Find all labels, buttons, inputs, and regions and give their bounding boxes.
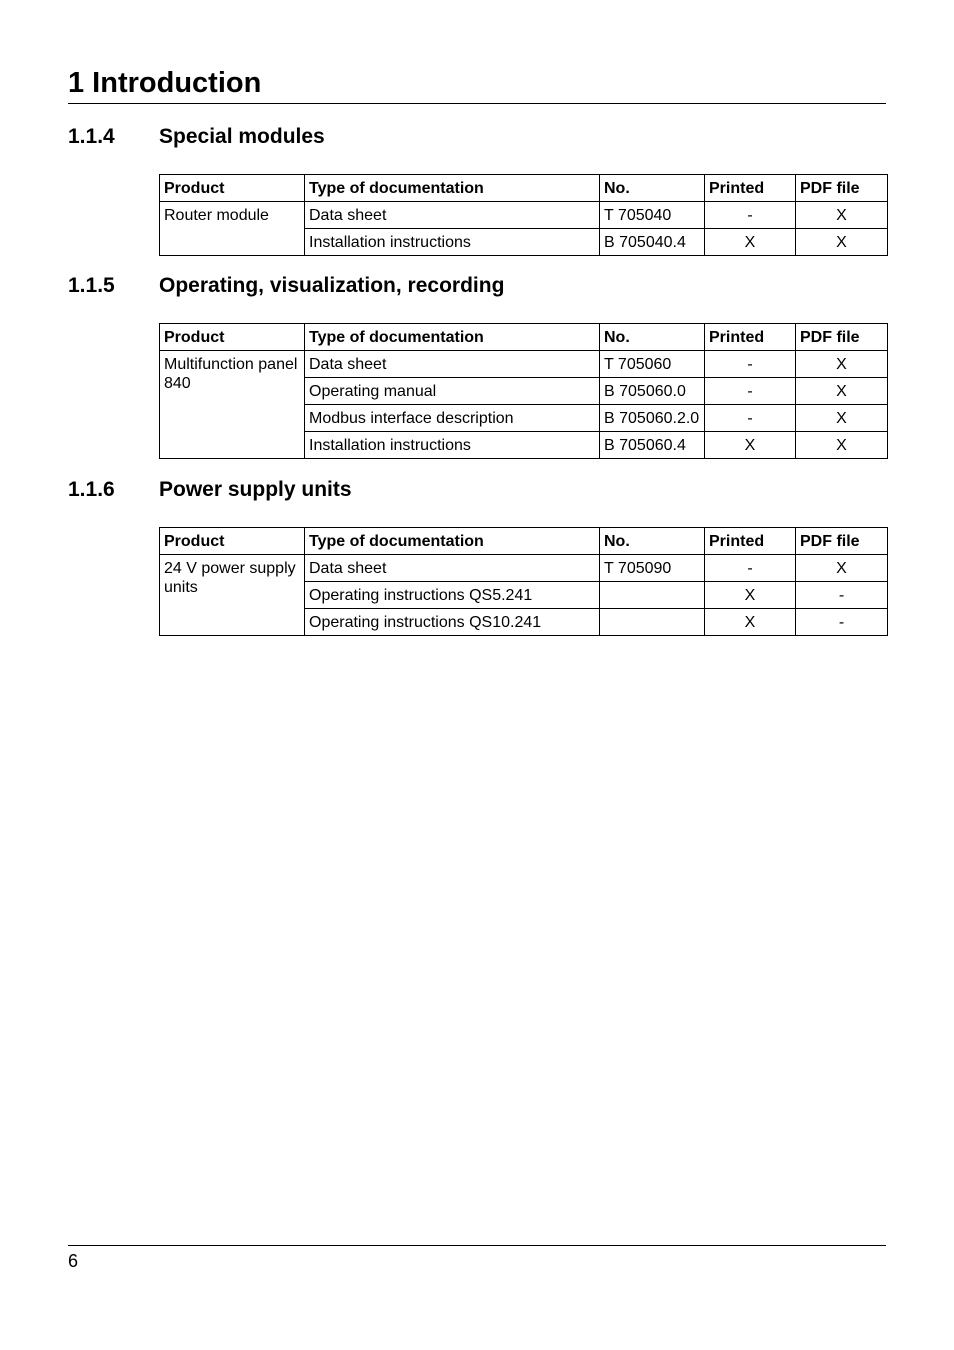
type-cell: Operating instructions QS5.241 bbox=[305, 582, 600, 609]
product-cell: Multifunction panel 840 bbox=[160, 351, 305, 459]
no-cell: B 705060.0 bbox=[600, 378, 705, 405]
table-header-row bbox=[160, 324, 888, 351]
type-cell: Operating manual bbox=[305, 378, 600, 405]
header-type: Type of documentation bbox=[305, 528, 600, 555]
header-printed: Printed bbox=[705, 175, 796, 202]
section-title: Special modules bbox=[159, 125, 325, 148]
section-heading-special-modules bbox=[68, 124, 886, 150]
no-cell: B 705060.4 bbox=[600, 432, 705, 459]
no-cell: T 705040 bbox=[600, 202, 705, 229]
header-product: Product bbox=[160, 324, 305, 351]
header-product: Product bbox=[160, 528, 305, 555]
no-cell: T 705090 bbox=[600, 555, 705, 582]
section-heading-operating-visualization bbox=[68, 273, 886, 299]
header-type: Type of documentation bbox=[305, 175, 600, 202]
no-cell: T 705060 bbox=[600, 351, 705, 378]
table-row bbox=[160, 351, 888, 378]
no-cell: B 705040.4 bbox=[600, 229, 705, 256]
table-header-row bbox=[160, 175, 888, 202]
pdf-cell: X bbox=[796, 555, 888, 582]
header-no: No. bbox=[600, 175, 705, 202]
pdf-cell: X bbox=[796, 229, 888, 256]
documentation-table-special-modules bbox=[159, 174, 888, 256]
header-product: Product bbox=[160, 175, 305, 202]
printed-cell: X bbox=[705, 582, 796, 609]
no-cell: B 705060.2.0 bbox=[600, 405, 705, 432]
header-printed: Printed bbox=[705, 324, 796, 351]
section-number: 1.1.5 bbox=[68, 274, 115, 297]
product-cell: Router module bbox=[160, 202, 305, 256]
pdf-cell: X bbox=[796, 378, 888, 405]
table-row bbox=[160, 202, 888, 229]
type-cell: Data sheet bbox=[305, 202, 600, 229]
header-pdf: PDF file bbox=[796, 324, 888, 351]
header-pdf: PDF file bbox=[796, 175, 888, 202]
table-row bbox=[160, 555, 888, 582]
header-pdf: PDF file bbox=[796, 528, 888, 555]
type-cell: Installation instructions bbox=[305, 432, 600, 459]
section-number: 1.1.6 bbox=[68, 478, 115, 501]
pdf-cell: X bbox=[796, 202, 888, 229]
header-no: No. bbox=[600, 324, 705, 351]
printed-cell: - bbox=[705, 202, 796, 229]
section-title: Power supply units bbox=[159, 478, 352, 501]
printed-cell: X bbox=[705, 229, 796, 256]
type-cell: Data sheet bbox=[305, 555, 600, 582]
documentation-table-power-supply-units bbox=[159, 527, 888, 636]
pdf-cell: - bbox=[796, 609, 888, 636]
table-header-row bbox=[160, 528, 888, 555]
printed-cell: X bbox=[705, 432, 796, 459]
chapter-title: 1 Introduction bbox=[68, 66, 886, 104]
section-number: 1.1.4 bbox=[68, 125, 115, 148]
pdf-cell: - bbox=[796, 582, 888, 609]
printed-cell: - bbox=[705, 351, 796, 378]
pdf-cell: X bbox=[796, 432, 888, 459]
section-heading-power-supply-units bbox=[68, 477, 886, 503]
pdf-cell: X bbox=[796, 351, 888, 378]
printed-cell: - bbox=[705, 405, 796, 432]
type-cell: Modbus interface description bbox=[305, 405, 600, 432]
no-cell bbox=[600, 609, 705, 636]
header-type: Type of documentation bbox=[305, 324, 600, 351]
printed-cell: - bbox=[705, 555, 796, 582]
pdf-cell: X bbox=[796, 405, 888, 432]
page-footer bbox=[68, 1245, 886, 1272]
header-printed: Printed bbox=[705, 528, 796, 555]
printed-cell: X bbox=[705, 609, 796, 636]
header-no: No. bbox=[600, 528, 705, 555]
type-cell: Operating instructions QS10.241 bbox=[305, 609, 600, 636]
printed-cell: - bbox=[705, 378, 796, 405]
type-cell: Data sheet bbox=[305, 351, 600, 378]
section-title: Operating, visualization, recording bbox=[159, 274, 505, 297]
page-number: 6 bbox=[68, 1251, 79, 1271]
no-cell bbox=[600, 582, 705, 609]
documentation-table-operating-visualization bbox=[159, 323, 888, 459]
type-cell: Installation instructions bbox=[305, 229, 600, 256]
product-cell: 24 V power supply units bbox=[160, 555, 305, 636]
